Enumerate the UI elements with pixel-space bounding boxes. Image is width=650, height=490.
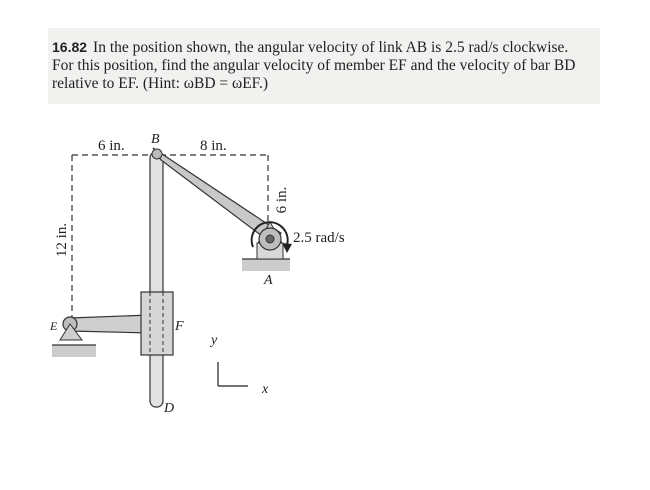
problem-text-line-1: In the position shown, the angular velocity of link AB is 2.5 rad/s clockwise. bbox=[93, 39, 569, 56]
dim-right-top: 8 in. bbox=[200, 138, 227, 154]
dim-vertical-left: 12 in. bbox=[54, 222, 70, 258]
pin-a bbox=[266, 235, 274, 243]
bar-bd bbox=[150, 152, 163, 407]
label-e: E bbox=[50, 319, 58, 333]
problem-text-line-2: For this position, find the angular velocity of member EF and the velocity of bar BD bbox=[52, 57, 576, 74]
problem-text-line-3: relative to EF. (Hint: ωBD = ωEF.) bbox=[52, 75, 269, 92]
problem-number: 16.82 bbox=[52, 39, 88, 55]
omega-label: 2.5 rad/s bbox=[293, 230, 345, 246]
label-f: F bbox=[175, 319, 184, 334]
axis-x-label: x bbox=[262, 382, 269, 397]
label-d: D bbox=[164, 401, 175, 416]
label-a: A bbox=[264, 273, 273, 288]
link-ef bbox=[70, 315, 150, 333]
dim-left-top: 6 in. bbox=[98, 138, 125, 154]
coordinate-axes bbox=[218, 362, 248, 386]
axis-y-label: y bbox=[211, 333, 218, 348]
link-ab bbox=[153, 148, 281, 245]
ground-a bbox=[242, 259, 290, 271]
collar-f bbox=[141, 292, 173, 355]
ground-e bbox=[52, 345, 96, 357]
label-b: B bbox=[151, 132, 160, 147]
dim-vertical-right: 6 in. bbox=[274, 186, 290, 214]
pin-b bbox=[152, 149, 162, 159]
